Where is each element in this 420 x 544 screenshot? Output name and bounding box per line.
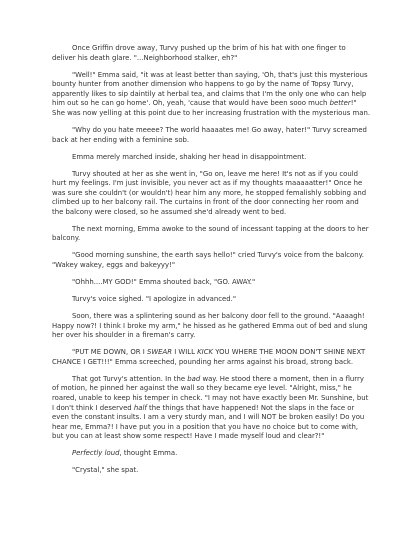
paragraph xyxy=(52,312,370,341)
text-run: , thought Emma. xyxy=(119,449,178,458)
text-run: Emma merely marched inside, shaking her head in disappointment. xyxy=(72,152,307,161)
text-run: "Well!" Emma said, "it was at least better than saying, 'Oh, that's just this mysterious bounty hunter from another dimension who happens to go by the name of Topsy Turvy, apparently likes to sip daintily at herbal tea, and claims that I'm the only one who can help him out so he can go home'. Oh, yeah, 'cause that would have been sooo much xyxy=(52,70,368,108)
text-run: way. He stood there a moment, then in a flurry of motion, he pinned her against the wall so they became eye level. "Alright, miss," he roared, unable to keep his temper in check. "I may not have exactly been Mr. Sunshine, but I don't think I deserved xyxy=(52,374,369,412)
text-run: "Why do you hate meeee? The world haaaates me! Go away, hater!" Turvy screamed back at her ending with a feminine sob. xyxy=(52,125,367,144)
emphasis-text: Perfectly loud xyxy=(72,449,120,458)
text-run: Turvy shouted at her as she went in, "Go on, leave me here! It's not as if you could hurt my feelings. I'm just invisible, you never act as if my thoughts maaaaatter!" Once he was sure she couldn't (or wouldn't) hear him any more, he stopped femalishly sobbing and climbed up to her balcony rail. The curtains in front of the door connecting her room and the balcony were closed, so he assumed she'd already went to bed. xyxy=(52,169,367,216)
text-run: "PUT ME DOWN, OR I xyxy=(72,348,147,357)
text-run: Once Griffin drove away, Turvy pushed up the brim of his hat with one finger to deliver his death glare. "...Neighborhood stalker, eh?" xyxy=(52,44,346,62)
text-run: the things that have happened! Not the slaps in the face or even the constant insults. I am a very sturdy man, and I will NOT be broken easily! Do you hear me, Emma?! I have put you in a position that you have no choice but to come with, but you can at least show some respect! Have I made myself loud and clear?!" xyxy=(52,403,365,441)
emphasis-text: KICK xyxy=(197,348,214,357)
paragraph xyxy=(52,449,370,459)
text-run: Turvy's voice sighed. "I apologize in advanced." xyxy=(72,295,237,303)
emphasis-text: better xyxy=(329,99,351,108)
emphasis-text: half xyxy=(133,403,147,412)
text-run: YOU WHERE THE MOON DON'T SHINE NEXT CHANCE I GET!!!" Emma screeched, pounding her arms against his broad, strong back. xyxy=(52,348,366,366)
paragraph xyxy=(52,375,370,442)
paragraph xyxy=(52,71,370,119)
emphasis-text: SWEAR xyxy=(146,348,173,357)
paragraph xyxy=(52,126,370,145)
paragraph xyxy=(52,225,370,244)
text-run: The next morning, Emma awoke to the sound of incessant tapping at the doors to her balcony. xyxy=(52,224,369,243)
paragraph xyxy=(52,251,370,270)
text-run: "Ohhh....MY GOD!" Emma shouted back, "GO. AWAY." xyxy=(72,278,256,287)
paragraph xyxy=(52,466,370,476)
paragraph xyxy=(52,348,370,367)
text-run: !" She was now yelling at this point due to her increasing frustration with the mysterious man. xyxy=(52,99,371,117)
text-run: Soon, there was a splintering sound as her balcony door fell to the ground. "Aaaagh! Happy now?! I think I broke my arm," he hissed as he gathered Emma out of bed and slung her over his shoulder in a fireman's carry. xyxy=(52,311,368,340)
paragraph xyxy=(52,295,370,305)
paragraph xyxy=(52,170,370,218)
text-run: "Crystal," she spat. xyxy=(72,466,139,475)
text-run: I WILL xyxy=(172,348,198,357)
paragraph xyxy=(52,153,370,163)
text-run: "Good morning sunshine, the earth says hello!" cried Turvy's voice from the balcony. "Wakey wakey, eggs and bakeyyy!" xyxy=(52,251,364,270)
text-run: That got Turvy's attention. In the xyxy=(72,374,188,383)
document-page xyxy=(52,44,370,483)
emphasis-text: bad xyxy=(187,374,201,383)
paragraph xyxy=(52,44,370,63)
paragraph xyxy=(52,278,370,288)
